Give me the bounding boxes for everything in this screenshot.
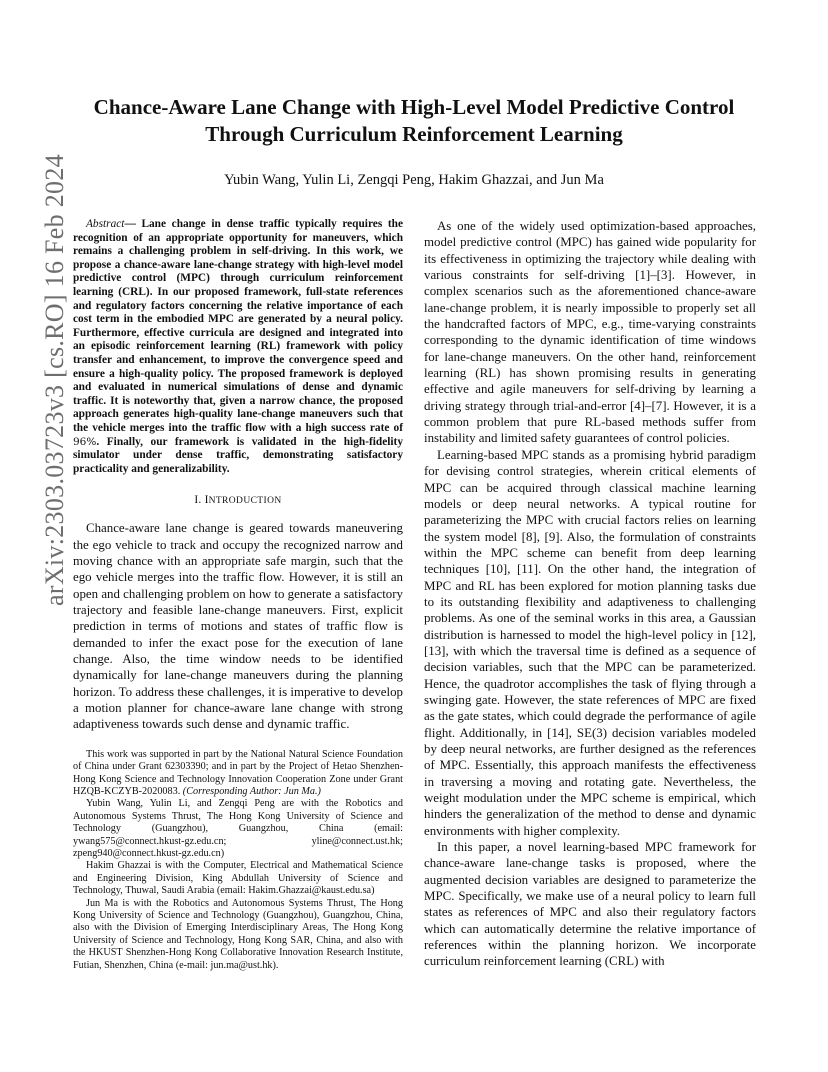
abstract-text-1: Lane change in dense traffic typically requires the recognition of an appropriate opportunity for maneuvers, which remains a challenging problem in self-driving. In this work, we propose a chance-aware lane-change strategy with high-level model predictive control (MPC) through curriculum reinforcement learning (CRL). In our proposed framework, full-state references and regulatory factors concerning the relative importance of each cost term in the embodied MPC are generated by a neural policy. Furthermore, effective curricula are designed and integrated into an episodic reinforcement learning (RL) framework with policy transfer and enhancement, to improve the convergence speed and ensure a high-quality policy. The proposed framework is deployed and evaluated in numerical simulations of dense and dynamic traffic. It is noteworthy that, given a narrow chance, the proposed approach generates high-quality lane-change maneuvers such that the vehicle merges into the traffic flow with a high success rate of [73, 218, 403, 434]
abstract-dash: — [124, 218, 136, 230]
section-number: I. [194, 494, 205, 507]
left-column [73, 218, 403, 972]
abstract [73, 218, 403, 476]
section-initial: I [204, 494, 209, 507]
abstract-text-2: . Finally, our framework is validated in the high-fidelity simulator under dense traffic, demonstrating satisfactory practicality and generalizability. [73, 435, 403, 475]
arxiv-stamp: arXiv:2303.03723v3 [cs.RO] 16 Feb 2024 [40, 154, 69, 606]
author-list: Yubin Wang, Yulin Li, Zengqi Peng, Hakim Ghazzai, and Jun Ma [224, 172, 604, 188]
right-column [424, 218, 756, 970]
intro-paragraph-1: Chance-aware lane change is geared towards maneuvering the ego vehicle to track and occupy the recognized narrow and moving chance with an appropriate safe margin, such that the ego vehicle merges into the traffic flow. However, it is still an open and challenging problem on how to generate a satisfactory trajectory and feasible lane-change maneuvers. First, explicit prediction in terms of motions and states of traffic flow is demanded to infer the exact pose for the execution of lane change. Also, the time window needs to be identified dynamically for lane-change maneuvers during the planning horizon. To address these challenges, it is imperative to develop a motion planner for chance-aware lane change with strong adaptiveness towards such dense and dynamic traffic. [73, 521, 403, 732]
intro-left-body [73, 520, 403, 732]
intro-paragraph-3: Learning-based MPC stands as a promising hybrid paradigm for devising control strategies, wherein critical elements of MPC can be acquired through classical machine learning models or deep neural networks. A typical routine for parameterizing the MPC with crucial factors relies on learning the system model [8], [9]. Also, the formulation of constraints within the MPC scheme can benefit from deep learning techniques [10], [11]. On the other hand, the integration of MPC and RL has been explored for motion planning tasks due to its outstanding flexibility and adaptiveness to challenging problems. As one of the seminal works in this area, a Gaussian distribution is harnessed to model the high-level policy in [12], [13], with which the traversal time is defined as a sequence of decision variables, such that the MPC can be parameterized. Hence, the quadrotor accomplishes the task of flying through a swinging gate. However, the state references of MPC are fixed as the gate states, which could degrade the performance of agile flight. Additionally, in [14], SE(3) decision variables modeled by deep neural networks, are further designed as the references of MPC. Essentially, this approach manifests the effectiveness in traversing a moving and rotating gate. Nevertheless, the weight modulation under the MPC scheme is empirical, which hinders the generalization of the method to dense and dynamic environments with higher complexity. [424, 447, 756, 838]
footnote-affiliation-2: Hakim Ghazzai is with the Computer, Electrical and Mathematical Science and Engineering Division, King Abdullah University of Science and Technology, Thuwal, Saudi Arabia (email: Hakim.Ghazzai@kaust.edu.sa) [73, 860, 403, 897]
section-title-rest: NTRODUCTION [208, 496, 282, 507]
footnote-affiliation-3: Jun Ma is with the Robotics and Autonomous Systems Thrust, The Hong Kong University of Science and Technology (Guangzhou), Guangzhou, China, also with the Division of Emerging Interdisciplinary Areas, The Hong Kong University of Science and Technology, Hong Kong SAR, China, and also with the HKUST Shenzhen-Hong Kong Collaborative Innovation Research Institute, Futian, Shenzhen, China (e-mail: jun.ma@ust.hk). [73, 897, 403, 971]
section-heading-introduction [73, 493, 403, 509]
paper-title [60, 94, 768, 148]
paper-title-line-1: Chance-Aware Lane Change with High-Level Model Predictive Control [93, 95, 735, 119]
footnotes [73, 749, 403, 972]
abstract-success-rate: 96% [73, 435, 97, 448]
intro-paragraph-2: As one of the widely used optimization-based approaches, model predictive control (MPC) has gained wide popularity for its effectiveness in optimizing the trajectory while dealing with various constraints for self-driving [1]–[3]. However, in complex scenarios such as the aforementioned chance-aware lane-change problem, it is nearly impossible to properly set all the handcrafted factors of MPC, e.g., time-varying constraints corresponding to the dynamic identification of time windows for lane-change maneuvers. On the other hand, reinforcement learning (RL) has shown promising results in generating effective and agile maneuvers for self-driving by learning a driving strategy through trial-and-error [4]–[7]. However, it is a common problem that pure RL-based methods suffer from instability and limited safety guarantees of control policies. [424, 219, 756, 446]
abstract-label: Abstract [86, 218, 125, 230]
footnote-corresponding-author: (Corresponding Author: Jun Ma.) [182, 785, 321, 797]
paper-title-line-2: Through Curriculum Reinforcement Learning [205, 122, 623, 146]
footnote-funding-text: This work was supported in part by the National Natural Science Foundation of China under Grant 62303390; and in part by the Project of Hetao Shenzhen-Hong Kong Science and Technology Innovation Cooperation Zone under Grant HZQB-KCZYB-2020083. [73, 748, 403, 797]
intro-paragraph-4: In this paper, a novel learning-based MPC framework for chance-aware lane-change tasks is proposed, where the augmented decision variables are designed to parameterize the MPC. Specifically, we make use of a neural policy to learn full states as references of MPC and also their regulatory factors which can automatically determine the relative importance of references within the planning horizon. We incorporate curriculum reinforcement learning (CRL) with [424, 840, 756, 969]
footnote-funding [73, 749, 403, 799]
footnote-affiliation-1: Yubin Wang, Yulin Li, and Zengqi Peng are with the Robotics and Autonomous Systems Thrust, The Hong Kong University of Science and Technology (Guangzhou), Guangzhou, China (email: ywang575@connect.hkust-gz.edu.cn; yline@connect.ust.hk; zpeng940@connect.hkust-gz.edu.cn) [73, 798, 403, 859]
